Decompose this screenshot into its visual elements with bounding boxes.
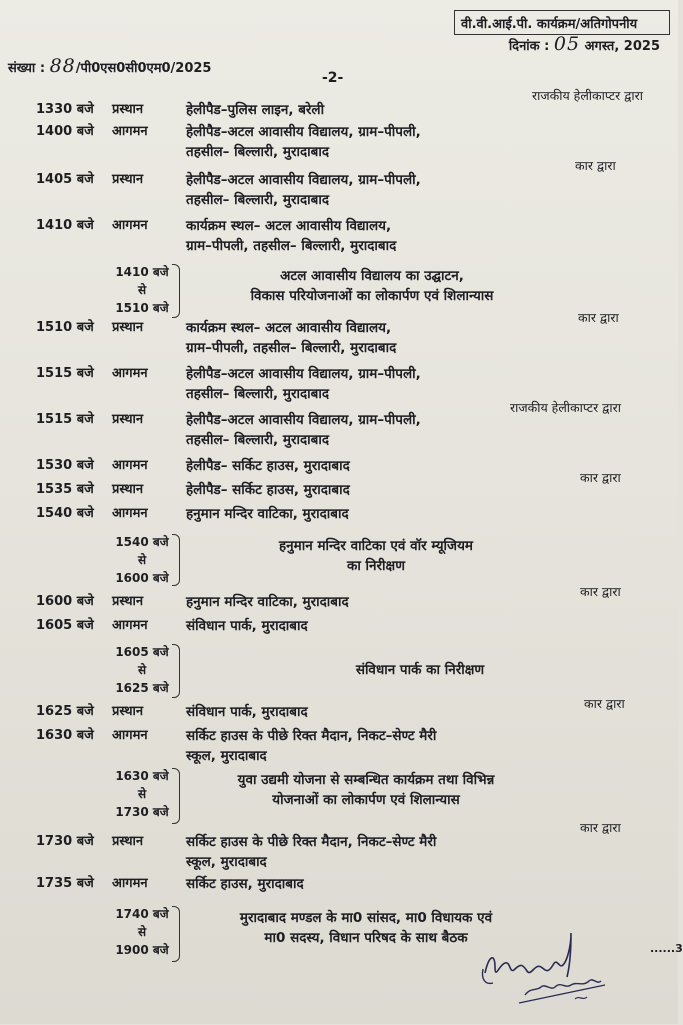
- activity-description: मा0 सदस्य, विधान परिषद के साथ बैठक: [264, 930, 468, 946]
- event-time: 1330 बजे: [36, 102, 94, 117]
- range-end-time: 1510 बजे: [115, 301, 169, 315]
- event-type: प्रस्थान: [112, 482, 144, 497]
- ref-handwritten: 88: [49, 55, 76, 77]
- event-type: प्रस्थान: [112, 704, 144, 719]
- event-place: तहसील– बिल्लारी, मुरादाबाद: [186, 386, 330, 402]
- event-time: 1405 बजे: [36, 172, 94, 187]
- event-place: हनुमान मन्दिर वाटिका, मुरादाबाद: [186, 506, 349, 522]
- event-time: 1410 बजे: [36, 218, 94, 233]
- signature-image: [475, 925, 615, 1025]
- event-place: सर्किट हाउस के पीछे रिक्त मैदान, निकट–सेण्ट मैरी: [186, 834, 437, 850]
- event-place: स्कूल, मुरादाबाद: [186, 748, 267, 764]
- travel-mode: राजकीय हेलीकाप्टर द्वारा: [532, 88, 643, 103]
- travel-mode: राजकीय हेलीकाप्टर द्वारा: [510, 400, 621, 415]
- event-type: प्रस्थान: [112, 834, 144, 849]
- range-separator: से: [137, 553, 147, 567]
- activity-description: युवा उद्यमी योजना से सम्बन्धित कार्यक्रम तथा विभिन्न: [237, 772, 495, 788]
- event-time: 1605 बजे: [36, 618, 94, 633]
- event-time: 1540 बजे: [36, 506, 94, 521]
- range-end-time: 1900 बजे: [115, 943, 169, 957]
- event-place: सर्किट हाउस के पीछे रिक्त मैदान, निकट–सेण्ट मैरी: [186, 728, 437, 744]
- range-bracket: [172, 768, 180, 824]
- event-place: हेलीपैड–अटल आवासीय विद्यालय, ग्राम–पीपली,: [186, 366, 421, 382]
- event-time: 1515 बजे: [36, 366, 94, 381]
- range-separator: से: [137, 283, 147, 297]
- range-bracket: [172, 534, 180, 586]
- travel-mode: कार द्वारा: [584, 696, 625, 711]
- date-month-year: अगस्त, 2025: [584, 39, 660, 54]
- ref-label: संख्या :: [8, 61, 46, 76]
- range-bracket: [172, 906, 180, 962]
- event-place: सर्किट हाउस, मुरादाबाद: [186, 876, 304, 892]
- event-place: स्कूल, मुरादाबाद: [186, 854, 267, 870]
- range-separator: से: [137, 663, 147, 677]
- activity-description: योजनाओं का लोकार्पण एवं शिलान्यास: [272, 792, 460, 808]
- event-time: 1400 बजे: [36, 124, 94, 139]
- event-place: हेलीपैड–अटल आवासीय विद्यालय, ग्राम–पीपली,: [186, 124, 421, 140]
- event-place: तहसील– बिल्लारी, मुरादाबाद: [186, 192, 330, 208]
- event-place: हेलीपैड–अटल आवासीय विद्यालय, ग्राम–पीपली,: [186, 172, 421, 188]
- activity-description: मुरादाबाद मण्डल के मा0 सांसद, मा0 विधायक एवं: [239, 910, 493, 926]
- event-place: हनुमान मन्दिर वाटिका, मुरादाबाद: [186, 594, 349, 610]
- event-type: प्रस्थान: [112, 172, 144, 187]
- range-separator: से: [137, 787, 147, 801]
- activity-description: का निरीक्षण: [346, 558, 405, 574]
- event-type: आगमन: [112, 506, 148, 521]
- event-type: प्रस्थान: [112, 320, 144, 335]
- travel-mode: कार द्वारा: [580, 820, 621, 835]
- range-end-time: 1625 बजे: [115, 681, 169, 695]
- event-place: तहसील– बिल्लारी, मुरादाबाद: [186, 432, 330, 448]
- range-start-time: 1540 बजे: [115, 535, 169, 549]
- event-type: आगमन: [112, 124, 148, 139]
- event-time: 1625 बजे: [36, 704, 94, 719]
- range-separator: से: [137, 925, 147, 939]
- event-place: कार्यक्रम स्थल– अटल आवासीय विद्यालय,: [186, 320, 392, 336]
- document-date: [509, 33, 660, 55]
- event-type: प्रस्थान: [112, 102, 144, 117]
- event-time: 1510 बजे: [36, 320, 94, 335]
- date-label: दिनांक :: [508, 39, 550, 54]
- event-type: आगमन: [112, 366, 148, 381]
- event-place: हेलीपैड–अटल आवासीय विद्यालय, ग्राम–पीपली,: [186, 412, 421, 428]
- event-time: 1630 बजे: [36, 728, 94, 743]
- activity-description: अटल आवासीय विद्यालय का उद्घाटन,: [280, 268, 464, 284]
- range-start-time: 1630 बजे: [115, 769, 169, 783]
- continuation-marker: ......3: [650, 942, 683, 955]
- event-place: हेलीपैड– सर्किट हाउस, मुरादाबाद: [186, 458, 350, 474]
- event-place: संविधान पार्क, मुरादाबाद: [186, 618, 308, 634]
- page-marker: -2-: [322, 70, 344, 86]
- event-place: ग्राम–पीपली, तहसील– बिल्लारी, मुरादाबाद: [186, 238, 397, 254]
- event-type: प्रस्थान: [112, 412, 144, 427]
- event-time: 1530 बजे: [36, 458, 94, 473]
- activity-description: संविधान पार्क का निरीक्षण: [355, 662, 485, 678]
- event-time: 1515 बजे: [36, 412, 94, 427]
- event-place: हेलीपैड–पुलिस लाइन, बरेली: [186, 102, 325, 118]
- ref-code: /पी0एस0सी0एम0/2025: [75, 61, 212, 76]
- event-type: प्रस्थान: [112, 594, 144, 609]
- activity-description: विकास परियोजनाओं का लोकार्पण एवं शिलान्यास: [250, 288, 494, 304]
- range-end-time: 1600 बजे: [115, 571, 169, 585]
- event-place: तहसील– बिल्लारी, मुरादाबाद: [186, 144, 330, 160]
- range-start-time: 1740 बजे: [115, 907, 169, 921]
- event-type: आगमन: [112, 458, 148, 473]
- event-time: 1600 बजे: [36, 594, 94, 609]
- classification-label: वी.वी.आई.पी. कार्यक्रम/अतिगोपनीय: [461, 17, 638, 32]
- event-time: 1735 बजे: [36, 876, 94, 891]
- event-place: कार्यक्रम स्थल– अटल आवासीय विद्यालय,: [186, 218, 392, 234]
- event-time: 1730 बजे: [36, 834, 94, 849]
- travel-mode: कार द्वारा: [580, 584, 621, 599]
- event-place: ग्राम–पीपली, तहसील– बिल्लारी, मुरादाबाद: [186, 340, 397, 356]
- range-start-time: 1410 बजे: [115, 265, 169, 279]
- range-start-time: 1605 बजे: [115, 645, 169, 659]
- reference-number: [8, 55, 212, 77]
- activity-description: हनुमान मन्दिर वाटिका एवं वॉर म्यूजियम: [279, 538, 473, 554]
- event-type: आगमन: [112, 728, 148, 743]
- range-bracket: [172, 264, 180, 318]
- range-end-time: 1730 बजे: [115, 805, 169, 819]
- event-place: संविधान पार्क, मुरादाबाद: [186, 704, 308, 720]
- travel-mode: कार द्वारा: [578, 310, 619, 325]
- event-type: आगमन: [112, 876, 148, 891]
- range-bracket: [172, 644, 180, 698]
- event-time: 1535 बजे: [36, 482, 94, 497]
- travel-mode: कार द्वारा: [580, 470, 621, 485]
- travel-mode: कार द्वारा: [575, 158, 616, 173]
- date-day-handwritten: 05: [553, 33, 581, 55]
- event-type: आगमन: [112, 618, 148, 633]
- event-type: आगमन: [112, 218, 148, 233]
- classification-box: [454, 10, 670, 35]
- event-place: हेलीपैड– सर्किट हाउस, मुरादाबाद: [186, 482, 350, 498]
